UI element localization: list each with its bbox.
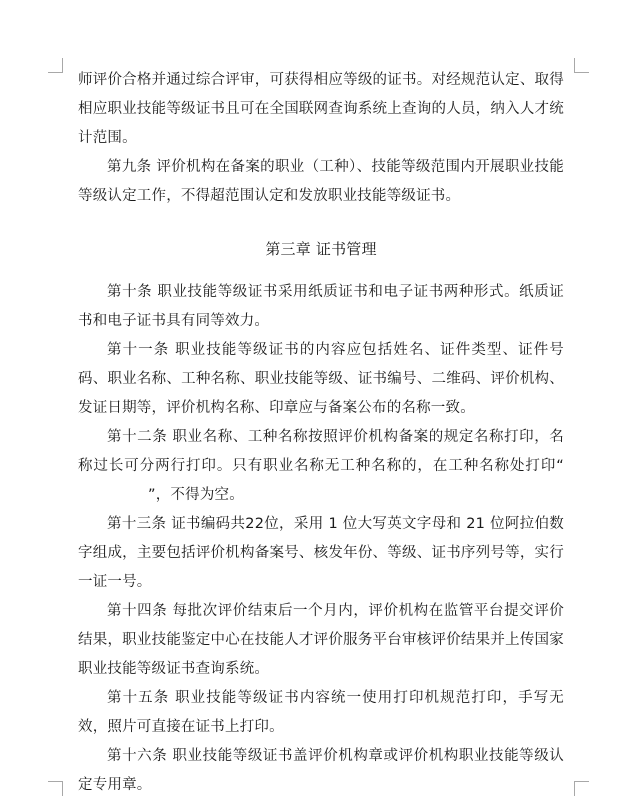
quote-close: ” (148, 487, 156, 503)
spacer (78, 211, 564, 235)
article-15: 第十五条 职业技能等级证书内容统一使用打印机规范打印，手写无效，照片可直接在证书上打印。 (78, 690, 564, 735)
article-16: 第十六条 职业技能等级证书盖评价机构章或评价机构职业技能等级认定专用章。 (78, 748, 564, 793)
article-14: 第十四条 每批次评价结束后一个月内，评价机构在监管平台提交评价结果，职业技能鉴定中心在技能人才评价服务平台审核评价结果并上传国家职业技能等级证书查询系统。 (78, 603, 564, 677)
crop-mark-top-right (574, 58, 589, 73)
document-body (78, 66, 564, 800)
crop-mark-bottom-left (48, 781, 63, 796)
article-12-main: 第十二条 职业名称、工种名称按照评价机构备案的规定名称打印，名称过长可分两行打印。只有职业名称无工种名称的，在工种名称处打印 (78, 429, 564, 474)
chapter-title: 第三章 证书管理 (265, 240, 377, 258)
crop-mark-top-left (48, 58, 63, 73)
article-12 (78, 423, 564, 510)
article-13: 第十三条 证书编码共22位，采用 1 位大写英文字母和 21 位阿拉伯数字组成，主要包括评价机构备案号、核发年份、等级、证书序列号等，实行一证一号。 (78, 516, 564, 590)
article-12-tail: ，不得为空。 (155, 487, 244, 503)
article-9: 第九条 评价机构在备案的职业（工种）、技能等级范围内开展职业技能等级认定工作，不得超范围认定和发放职业技能等级证书。 (78, 159, 564, 204)
spacer (78, 264, 564, 278)
article-10: 第十条 职业技能等级证书采用纸质证书和电子证书两种形式。纸质证书和电子证书具有同等效力。 (78, 284, 564, 329)
paragraph-continuation: 师评价合格并通过综合评审，可获得相应等级的证书。对经规范认定、取得相应职业技能等级证书且可在全国联网查询系统上查询的人员，纳入人才统计范围。 (78, 72, 564, 146)
crop-mark-bottom-right (574, 781, 589, 796)
quote-open: “ (556, 458, 564, 474)
article-11: 第十一条 职业技能等级证书的内容应包括姓名、证件类型、证件号码、职业名称、工种名称、职业技能等级、证书编号、二维码、评价机构、发证日期等，评价机构名称、印章应与备案公布的名称一致。 (78, 342, 564, 416)
